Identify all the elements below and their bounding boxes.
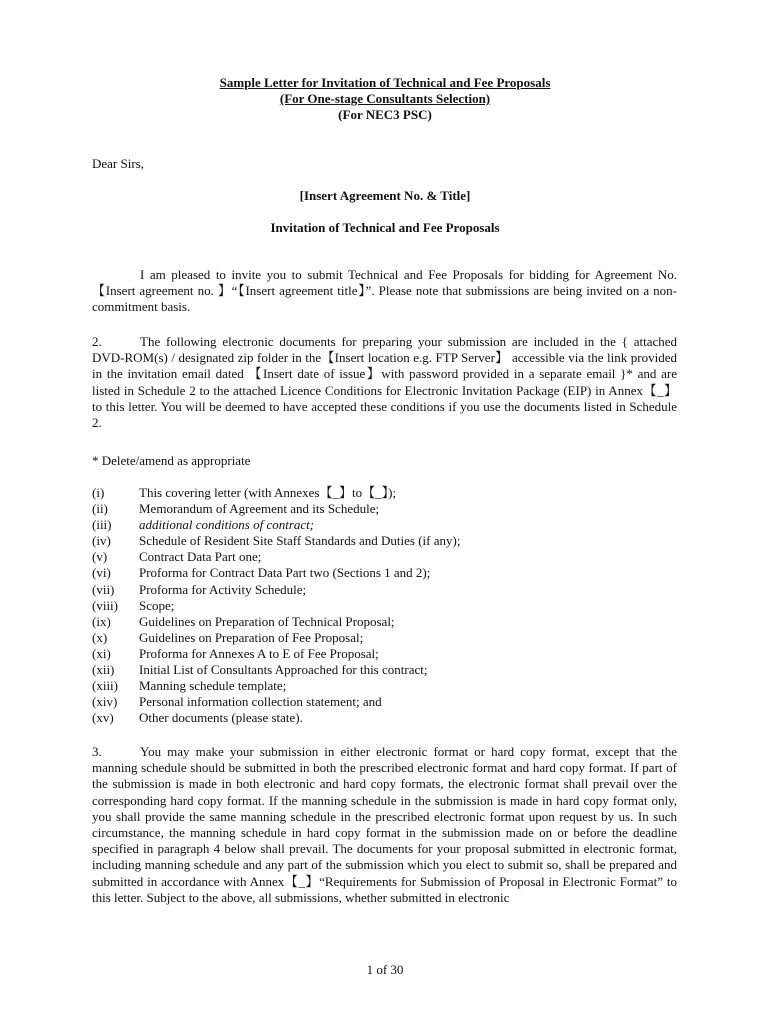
list-item-number: (ii) xyxy=(92,501,108,517)
salutation: Dear Sirs, xyxy=(92,156,144,171)
document-title-line-3: (For NEC3 PSC) xyxy=(338,107,432,122)
list-item-number: (xi) xyxy=(92,645,111,661)
delete-note: * Delete/amend as appropriate xyxy=(92,453,251,468)
list-item xyxy=(92,598,677,614)
list-item-number: (iii) xyxy=(92,517,112,533)
list-item-number: (iv) xyxy=(92,533,111,549)
list-item xyxy=(92,485,677,501)
list-item xyxy=(92,630,677,646)
list-item-text: Guidelines on Preparation of Fee Proposal; xyxy=(139,629,364,645)
paragraph-number: 3. xyxy=(92,744,102,759)
list-item-number: (viii) xyxy=(92,597,118,613)
invitation-heading: Invitation of Technical and Fee Proposals xyxy=(270,220,500,235)
list-item-number: (vi) xyxy=(92,565,111,581)
document-title-line-1: Sample Letter for Invitation of Technical and Fee Proposals xyxy=(219,75,551,90)
document-title-line-2: (For One-stage Consultants Selection) xyxy=(279,91,491,106)
list-item xyxy=(92,549,677,565)
list-item xyxy=(92,662,677,678)
list-item xyxy=(92,614,677,630)
list-item-number: (xiii) xyxy=(92,678,118,694)
list-item-number: (i) xyxy=(92,485,105,500)
list-item-text: Guidelines on Preparation of Technical Proposal; xyxy=(139,613,395,629)
list-item-text: Initial List of Consultants Approached for this contract; xyxy=(139,662,428,678)
list-item-number: (vii) xyxy=(92,581,115,597)
list-item xyxy=(92,710,677,726)
paragraph-number: 2. xyxy=(92,334,102,349)
list-item-number: (xiv) xyxy=(92,694,118,710)
list-item-text: Schedule of Resident Site Staff Standards and Duties (if any); xyxy=(139,533,461,549)
list-item xyxy=(92,565,677,581)
list-item-text: Contract Data Part one; xyxy=(139,549,262,565)
list-item xyxy=(92,646,677,662)
list-item-text: Proforma for Contract Data Part two (Sections 1 and 2); xyxy=(139,565,431,581)
list-item-text: Proforma for Annexes A to E of Fee Proposal; xyxy=(139,645,379,661)
list-item-text: Manning schedule template; xyxy=(139,678,287,694)
paragraph-2: 2. The following electronic documents for preparing your submission are included in the { attached DVD-ROM(s) / designated zip folder in the【Insert location e.g. FTP Server】 accessible via the link provided in the invitation email dated 【Insert date of issue】with password provided in a separate email }* and are listed in Schedule 2 to the attached Licence Conditions for Electronic Invitation Package (EIP) in Annex【_】to this letter. You will be deemed to have accepted these conditions if you use the documents listed in Schedule 2. xyxy=(92,334,677,431)
list-item-number: (xv) xyxy=(92,710,114,726)
list-item-text: Scope; xyxy=(139,597,175,613)
paragraph-3: 3. You may make your submission in either electronic format or hard copy format, except that the manning schedule should be submitted in both the prescribed electronic format and hard copy format. If part of the submission is made in both electronic and hard copy formats, the electronic format shall prevail over the corresponding hard copy format. If the manning schedule in the submission is made in hard copy format only, you shall provide the same manning schedule in the prescribed electronic format upon request by us. In such circumstance, the manning schedule in hard copy format in the submission made on or before the deadline specified in paragraph 4 below shall prevail. The documents for your proposal submitted in electronic format, including manning schedule and any part of the submission which you elect to submit so, shall be prepared and submitted in accordance with Annex【_】“Requirements for Submission of Proposal in Electronic Format” to this letter. Subject to the above, all submissions, whether submitted in electronic xyxy=(92,744,677,905)
document-list xyxy=(92,485,677,726)
paragraph-1: I am pleased to invite you to submit Technical and Fee Proposals for bidding for Agreement No.【Insert agreement no. 】“【Insert agreement title】”. Please note that submissions are being invited on a non-commitment basis. xyxy=(92,267,677,315)
agreement-heading: [Insert Agreement No. & Title] xyxy=(299,188,471,203)
list-item-text: Other documents (please state). xyxy=(139,710,303,726)
list-item-number: (xii) xyxy=(92,662,115,678)
list-item xyxy=(92,582,677,598)
list-item-text: Personal information collection statement; and xyxy=(139,694,382,710)
page-number: 1 of 30 xyxy=(366,962,404,977)
list-item-number: (ix) xyxy=(92,613,111,629)
list-item xyxy=(92,517,677,533)
list-item xyxy=(92,501,677,517)
list-item-number: (x) xyxy=(92,629,108,645)
list-item xyxy=(92,694,677,710)
list-item-number: (v) xyxy=(92,549,108,565)
list-item-text: Proforma for Activity Schedule; xyxy=(139,581,307,597)
list-item xyxy=(92,533,677,549)
list-item-text: This covering letter (with Annexes【_】to【_】); xyxy=(139,485,397,500)
list-item xyxy=(92,678,677,694)
list-item-text: additional conditions of contract; xyxy=(139,517,315,533)
list-item-text: Memorandum of Agreement and its Schedule; xyxy=(139,501,380,517)
